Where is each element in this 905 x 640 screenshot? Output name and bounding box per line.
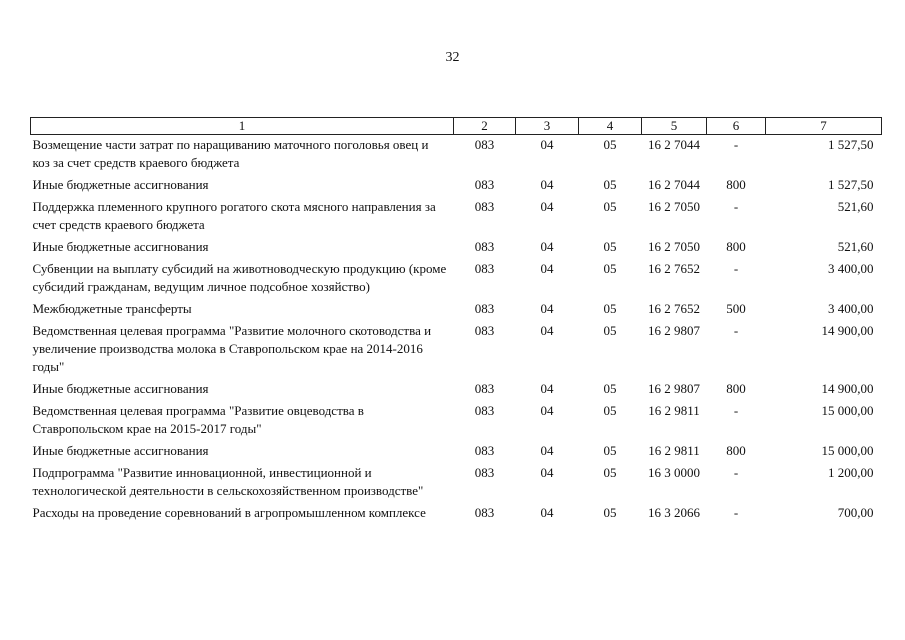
row-target-item: 16 2 7050 bbox=[648, 199, 700, 214]
row-name: Возмещение части затрат по наращиванию маточного поголовья овец и коз за счет средств краевого бюджета bbox=[32, 137, 429, 170]
row-subsection: 05 bbox=[603, 403, 617, 418]
table-row bbox=[31, 259, 882, 299]
row-amount: 15 000,00 bbox=[821, 403, 874, 418]
header-col-2: 2 bbox=[454, 118, 516, 135]
row-target-item: 16 2 7050 bbox=[648, 239, 700, 254]
row-name: Межбюджетные трансферты bbox=[32, 301, 192, 316]
row-ved-code: 083 bbox=[474, 443, 495, 458]
row-ved-code: 083 bbox=[474, 239, 495, 254]
row-ved-code: 083 bbox=[474, 199, 495, 214]
row-section: 04 bbox=[540, 505, 554, 520]
header-col-3: 3 bbox=[516, 118, 579, 135]
table-row bbox=[31, 175, 882, 197]
row-subsection: 05 bbox=[603, 323, 617, 338]
row-expense-type: - bbox=[733, 323, 739, 338]
table-row bbox=[31, 379, 882, 401]
row-amount: 3 400,00 bbox=[828, 261, 874, 276]
row-ved-code: 083 bbox=[474, 137, 495, 152]
row-subsection: 05 bbox=[603, 465, 617, 480]
row-target-item: 16 2 7044 bbox=[648, 177, 700, 192]
row-target-item: 16 2 7044 bbox=[648, 137, 700, 152]
row-ved-code: 083 bbox=[474, 505, 495, 520]
row-amount: 1 527,50 bbox=[828, 177, 874, 192]
row-section: 04 bbox=[540, 465, 554, 480]
row-expense-type: 800 bbox=[726, 381, 746, 396]
row-expense-type: 800 bbox=[726, 239, 746, 254]
row-subsection: 05 bbox=[603, 177, 617, 192]
table-row bbox=[31, 503, 882, 525]
row-section: 04 bbox=[540, 199, 554, 214]
row-amount: 521,60 bbox=[837, 239, 874, 254]
row-subsection: 05 bbox=[603, 381, 617, 396]
row-subsection: 05 bbox=[603, 261, 617, 276]
table-row bbox=[31, 463, 882, 503]
row-section: 04 bbox=[540, 137, 554, 152]
row-subsection: 05 bbox=[603, 505, 617, 520]
table-row bbox=[31, 237, 882, 259]
row-subsection: 05 bbox=[603, 137, 617, 152]
row-ved-code: 083 bbox=[474, 403, 495, 418]
row-amount: 700,00 bbox=[837, 505, 874, 520]
row-amount: 14 900,00 bbox=[821, 381, 874, 396]
row-section: 04 bbox=[540, 301, 554, 316]
row-name: Ведомственная целевая программа "Развитие молочного скотоводства и увеличение производства молока в Ставропольском крае на 2014-2016 годы" bbox=[32, 323, 432, 374]
row-expense-type: 500 bbox=[726, 301, 746, 316]
row-name: Иные бюджетные ассигнования bbox=[32, 381, 209, 396]
row-name: Иные бюджетные ассигнования bbox=[32, 443, 209, 458]
row-subsection: 05 bbox=[603, 443, 617, 458]
row-name: Ведомственная целевая программа "Развитие овцеводства в Ставропольском крае на 2015-2017 годы" bbox=[32, 403, 364, 436]
table-row bbox=[31, 321, 882, 379]
row-ved-code: 083 bbox=[474, 261, 495, 276]
table-row bbox=[31, 299, 882, 321]
row-target-item: 16 2 7652 bbox=[648, 301, 700, 316]
table-row bbox=[31, 401, 882, 441]
row-target-item: 16 2 9807 bbox=[648, 323, 700, 338]
row-target-item: 16 2 7652 bbox=[648, 261, 700, 276]
header-col-7: 7 bbox=[766, 118, 882, 135]
header-col-4: 4 bbox=[579, 118, 642, 135]
table-row bbox=[31, 441, 882, 463]
row-expense-type: - bbox=[733, 465, 739, 480]
row-target-item: 16 3 2066 bbox=[648, 505, 700, 520]
row-subsection: 05 bbox=[603, 239, 617, 254]
header-col-5: 5 bbox=[642, 118, 707, 135]
table-row bbox=[31, 197, 882, 237]
row-name: Подпрограмма "Развитие инновационной, инвестиционной и технологической деятельности в сельскохозяйственном производстве" bbox=[32, 465, 424, 498]
row-section: 04 bbox=[540, 381, 554, 396]
row-name: Иные бюджетные ассигнования bbox=[32, 177, 209, 192]
row-target-item: 16 2 9807 bbox=[648, 381, 700, 396]
header-row bbox=[31, 118, 882, 135]
row-name: Субвенции на выплату субсидий на животноводческую продукцию (кроме субсидий гражданам, ведущим личное подсобное хозяйство) bbox=[32, 261, 447, 294]
row-expense-type: - bbox=[733, 137, 739, 152]
row-ved-code: 083 bbox=[474, 177, 495, 192]
row-section: 04 bbox=[540, 323, 554, 338]
row-amount: 1 527,50 bbox=[828, 137, 874, 152]
row-amount: 1 200,00 bbox=[828, 465, 874, 480]
row-expense-type: - bbox=[733, 505, 739, 520]
row-amount: 521,60 bbox=[837, 199, 874, 214]
row-name: Иные бюджетные ассигнования bbox=[32, 239, 209, 254]
row-expense-type: 800 bbox=[726, 443, 746, 458]
header-col-1: 1 bbox=[31, 118, 454, 135]
row-section: 04 bbox=[540, 403, 554, 418]
row-subsection: 05 bbox=[603, 199, 617, 214]
row-target-item: 16 3 0000 bbox=[648, 465, 700, 480]
row-ved-code: 083 bbox=[474, 323, 495, 338]
row-name: Поддержка племенного крупного рогатого скота мясного направления за счет средств краевого бюджета bbox=[32, 199, 436, 232]
row-expense-type: - bbox=[733, 261, 739, 276]
row-ved-code: 083 bbox=[474, 381, 495, 396]
row-target-item: 16 2 9811 bbox=[648, 403, 700, 418]
row-name: Расходы на проведение соревнований в агропромышленном комплексе bbox=[32, 505, 426, 520]
row-amount: 15 000,00 bbox=[821, 443, 874, 458]
budget-table bbox=[30, 117, 882, 525]
row-ved-code: 083 bbox=[474, 465, 495, 480]
row-expense-type: 800 bbox=[726, 177, 746, 192]
row-target-item: 16 2 9811 bbox=[648, 443, 700, 458]
page-number: 32 bbox=[445, 50, 460, 65]
row-section: 04 bbox=[540, 239, 554, 254]
row-section: 04 bbox=[540, 261, 554, 276]
row-ved-code: 083 bbox=[474, 301, 495, 316]
table-row bbox=[31, 135, 882, 176]
row-subsection: 05 bbox=[603, 301, 617, 316]
row-section: 04 bbox=[540, 177, 554, 192]
row-expense-type: - bbox=[733, 403, 739, 418]
row-expense-type: - bbox=[733, 199, 739, 214]
row-section: 04 bbox=[540, 443, 554, 458]
row-amount: 14 900,00 bbox=[821, 323, 874, 338]
header-col-6: 6 bbox=[707, 118, 766, 135]
row-amount: 3 400,00 bbox=[828, 301, 874, 316]
